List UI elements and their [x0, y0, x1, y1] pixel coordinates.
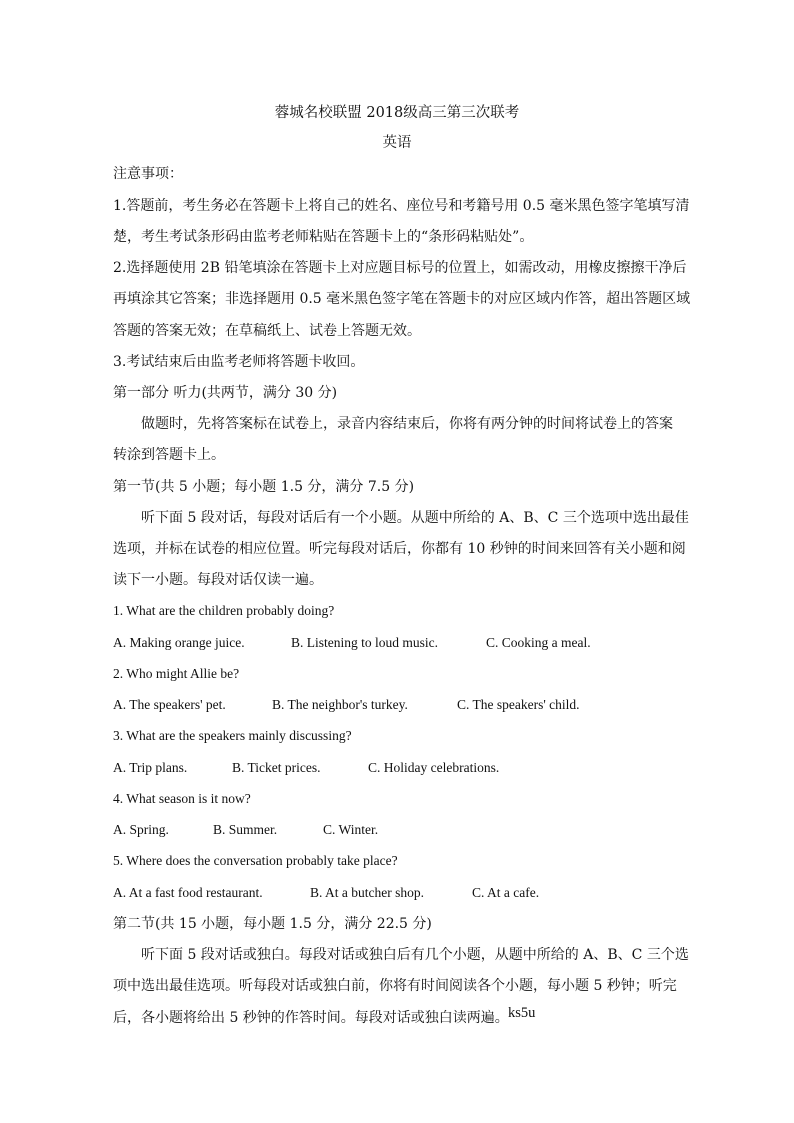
option-a: A. Spring. [113, 822, 169, 837]
section1-heading: 第一节(共 5 小题；每小题 1.5 分，满分 7.5 分) [113, 479, 415, 495]
option-c: C. Holiday celebrations. [368, 760, 500, 775]
note-2-line-3: 答题的答案无效；在草稿纸上、试卷上答题无效。 [113, 323, 421, 339]
section1-intro-line-1: 听下面 5 段对话，每段对话后有一个小题。从题中所给的 A、B、C 三个选项中选出最佳 [141, 510, 689, 526]
option-b: B. Ticket prices. [232, 760, 321, 775]
question-1: 1. What are the children probably doing? [113, 603, 335, 618]
option-b: B. At a butcher shop. [310, 885, 424, 900]
option-a: A. At a fast food restaurant. [113, 885, 263, 900]
note-3-line-1: 3.考试结束后由监考老师将答题卡收回。 [113, 354, 365, 370]
option-c: C. The speakers' child. [457, 697, 580, 712]
section2-intro-line-3: 后，各小题将给出 5 秒钟的作答时间。每段对话或独白读两遍。 [113, 1010, 509, 1026]
note-1-line-1: 1.答题前，考生务必在答题卡上将自己的姓名、座位号和考籍号用 0.5 毫米黑色签字笔填写清 [113, 198, 690, 214]
part1-heading: 第一部分 听力(共两节，满分 30 分) [113, 385, 338, 401]
option-b: B. Summer. [213, 822, 278, 837]
note-2-line-2: 再填涂其它答案；非选择题用 0.5 毫米黑色签字笔在答题卡的对应区域内作答，超出答题区域 [113, 291, 691, 307]
option-c: C. Cooking a meal. [486, 635, 591, 650]
option-a: A. Trip plans. [113, 760, 188, 775]
watermark-text: ks5u [508, 1005, 536, 1021]
section2-intro-line-2: 项中选出最佳选项。听每段对话或独白前，你将有时间阅读各个小题，每小题 5 秒钟；听完 [113, 978, 677, 994]
option-c: C. At a cafe. [472, 885, 540, 900]
question-3: 3. What are the speakers mainly discussing? [113, 728, 352, 743]
option-a: A. Making orange juice. [113, 635, 245, 650]
note-1-line-2: 楚，考生考试条形码由监考老师粘贴在答题卡上的“条形码粘贴处”。 [113, 229, 534, 245]
part1-intro-line-2: 转涂到答题卡上。 [113, 447, 225, 463]
option-c: C. Winter. [323, 822, 379, 837]
option-b: B. The neighbor's turkey. [272, 697, 408, 712]
section1-intro-line-3: 读下一小题。每段对话仅读一遍。 [113, 572, 323, 588]
option-a: A. The speakers' pet. [113, 697, 226, 712]
note-2-line-1: 2.选择题使用 2B 铅笔填涂在答题卡上对应题目标号的位置上，如需改动，用橡皮擦擦干净后 [113, 260, 687, 276]
section2-heading: 第二节(共 15 小题，每小题 1.5 分，满分 22.5 分) [113, 916, 432, 932]
question-5: 5. Where does the conversation probably take place? [113, 853, 398, 868]
question-2: 2. Who might Allie be? [113, 666, 240, 681]
subject-title: 英语 [382, 135, 412, 151]
exam-title: 蓉城名校联盟 2018级高三第三次联考 [274, 105, 520, 121]
section2-intro-line-1: 听下面 5 段对话或独白。每段对话或独白后有几个小题，从题中所给的 A、B、C 三个选 [141, 947, 689, 963]
part1-intro-line-1: 做题时，先将答案标在试卷上，录音内容结束后，你将有两分钟的时间将试卷上的答案 [141, 416, 673, 432]
option-b: B. Listening to loud music. [291, 635, 438, 650]
notes-heading: 注意事项： [113, 166, 183, 182]
section1-intro-line-2: 选项，并标在试卷的相应位置。听完每段对话后，你都有 10 秒钟的时间来回答有关小题和阅 [113, 541, 686, 557]
question-4: 4. What season is it now? [113, 791, 251, 806]
